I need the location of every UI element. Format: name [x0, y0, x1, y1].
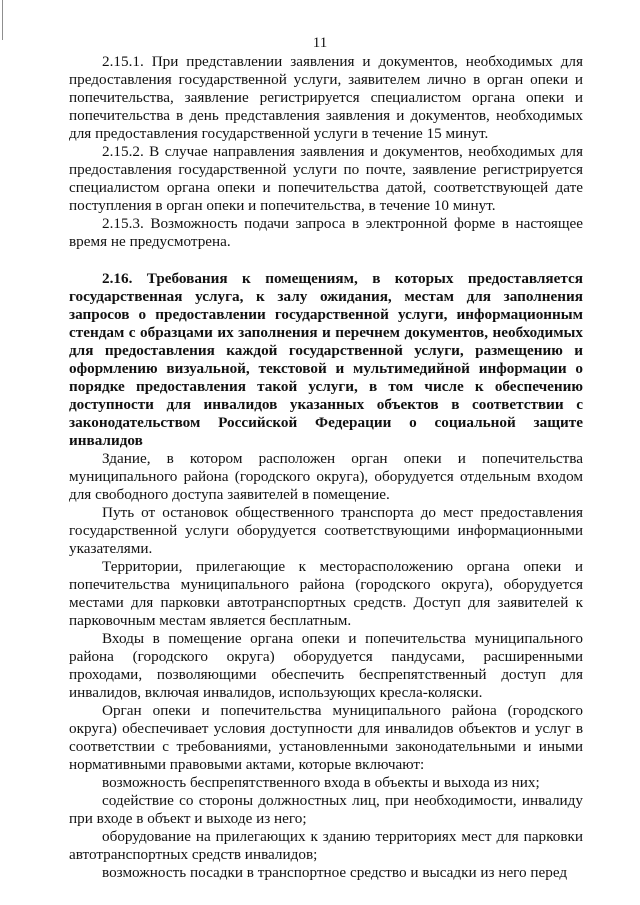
body-paragraph: Путь от остановок общественного транспорта до мест предоставления государственной услуги оборудуется соответствующими информационными указателями.	[69, 504, 583, 557]
list-item: возможность беспрепятственного входа в объекты и выхода из них;	[102, 774, 540, 791]
body-paragraph: Входы в помещение органа опеки и попечительства муниципального района (городского округа) оборудуется пандусами, расширенными проходами, позволяющими обеспечить беспрепятственный доступ для инвалидов, включая инвалидов, использующих кресла-коляски.	[69, 630, 583, 701]
body-paragraph: Здание, в котором расположен орган опеки и попечительства муниципального района (городского округа), оборудуется отдельным входом для свободного доступа заявителей в помещение.	[69, 450, 583, 503]
section-gap	[69, 251, 583, 270]
paragraph-2-15-3: 2.15.3. Возможность подачи запроса в электронной форме в настоящее время не предусмотрена.	[69, 215, 583, 250]
list-item: содействие со стороны должностных лиц, при необходимости, инвалиду при входе в объект и выходе из него;	[69, 792, 583, 827]
body-paragraph: Территории, прилегающие к месторасположению органа опеки и попечительства муниципального района (городского округа), оборудуется местами для парковки автотранспортных средств. Доступ для заявителей к парковочным местам является бесплатным.	[69, 558, 583, 629]
paragraph-2-15-1: 2.15.1. При представлении заявления и документов, необходимых для предоставления государственной услуги, заявителем лично в орган опеки и попечительства, заявление регистрируется специалистом органа опеки и попечительства в день представления заявления и документов, необходимых для предоставления государственной услуги в течение 15 минут.	[69, 53, 583, 142]
page-number: 11	[312, 35, 328, 51]
list-item: возможность посадки в транспортное средство и высадки из него перед	[102, 864, 568, 881]
body-paragraph: Орган опеки и попечительства муниципального района (городского округа) обеспечивает условия доступности для инвалидов объектов и услуг в соответствии с требованиями, установленными законодательными и иными нормативными правовыми актами, которые включают:	[69, 702, 583, 773]
paragraph-2-15-2: 2.15.2. В случае направления заявления и документов, необходимых для предоставления государственной услуги по почте, заявление регистрируется специалистом органа опеки и попечительства датой, соответствующей дате поступления в орган опеки и попечительства, в течение 10 минут.	[69, 143, 583, 214]
section-heading-2-16: 2.16. Требования к помещениям, в которых предоставляется государственная услуга, к залу ожидания, местам для заполнения запросов о предоставлении государственной услуги, информационным стендам с образцами их заполнения и перечнем документов, необходимых для предоставления каждой государственной услуги, размещению и оформлению визуальной, текстовой и мультимедийной информации о порядке предоставления такой услуги, в том числе к обеспечению доступности для инвалидов указанных объектов в соответствии с законодательством Российской Федерации о социальной защите инвалидов	[69, 270, 583, 449]
document-body	[69, 53, 583, 882]
list-item: оборудование на прилегающих к зданию территориях мест для парковки автотранспортных средств инвалидов;	[69, 828, 583, 863]
